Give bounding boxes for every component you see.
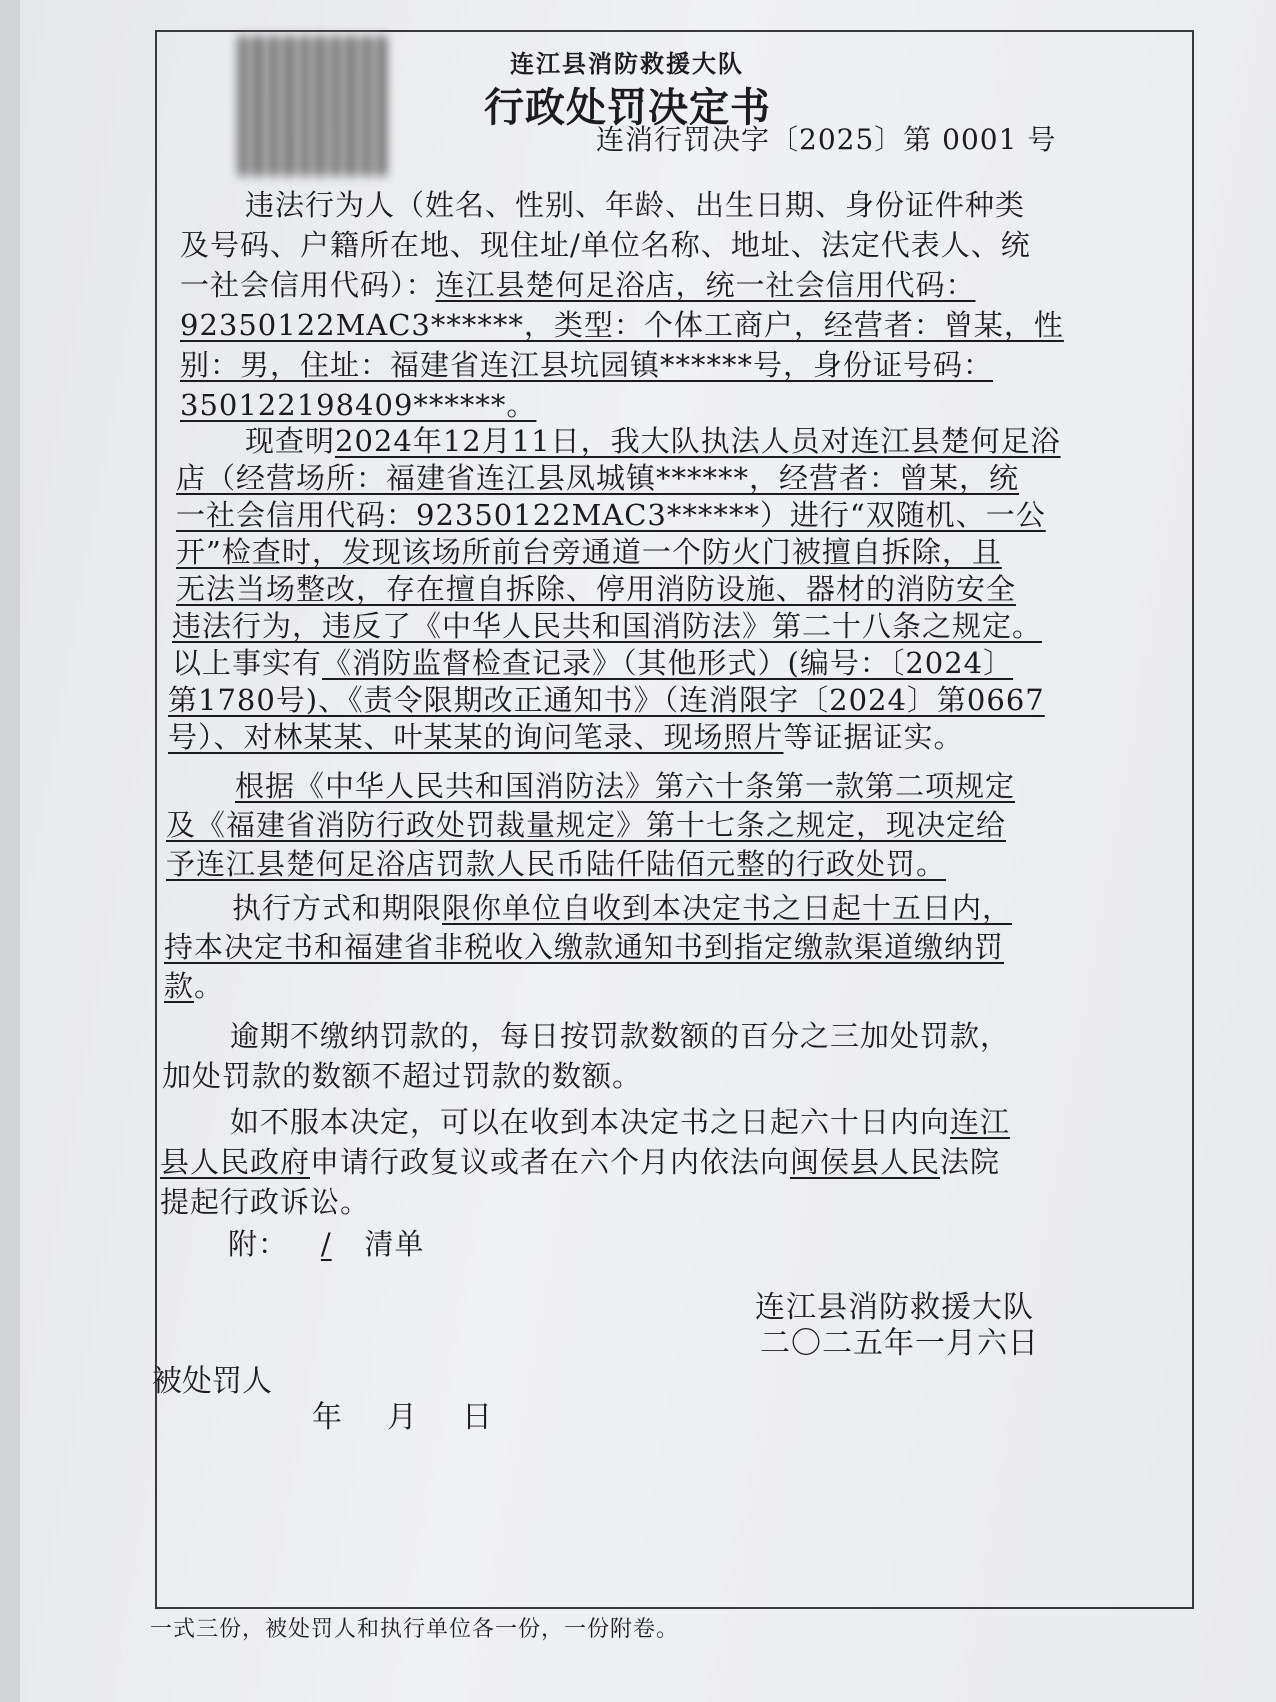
p3-line-3: 予连江县楚何足浴店罚款人民币陆仟陆佰元整的行政处罚。 xyxy=(166,847,947,881)
p2-line-3: 一社会信用代码：92350122MAC3******）进行“双随机、一公 xyxy=(176,498,1046,532)
signature-org: 连江县消防救援大队 xyxy=(755,1290,1034,1325)
p1-line-3: 一社会信用代码）：连江县楚何足浴店，统一社会信用代码： xyxy=(180,268,976,302)
p2-line-5: 无法当场整改，存在擅自拆除、停用消防设施、器材的消防安全 xyxy=(176,572,1017,606)
document-title: 行政处罚决定书 xyxy=(484,84,771,131)
p1-line-4: 92350122MAC3******，类型：个体工商户，经营者：曾某，性 xyxy=(180,308,1064,342)
p1-line-2: 及号码、户籍所在地、现住址/单位名称、地址、法定代表人、统 xyxy=(180,228,1031,262)
p2-line-2: 店（经营场所：福建省连江县凤城镇******，经营者：曾某，统 xyxy=(176,461,1020,495)
p5-line-1: 逾期不缴纳罚款的，每日按罚款数额的百分之三加处罚款， xyxy=(230,1019,1011,1053)
p6-line-1: 如不服本决定，可以在收到本决定书之日起六十日内向连江 xyxy=(230,1105,1011,1139)
p2-line-8: 第1780号)、《责令限期改正通知书》（连消限字〔2024〕第0667 xyxy=(168,683,1045,717)
p6-line-3: 提起行政诉讼。 xyxy=(160,1185,371,1219)
p2-line-1: 现查明2024年12月11日，我大队执法人员对连江县楚何足浴 xyxy=(245,424,1061,458)
p4-line-1: 执行方式和期限限你单位自收到本决定书之日起十五日内， xyxy=(232,891,1013,925)
penalized-label: 被处罚人 xyxy=(152,1364,272,1399)
p2-line-4: 开”检查时，发现该场所前台旁通道一个防火门被擅自拆除，且 xyxy=(176,535,1002,569)
p1-line-1: 违法行为人（姓名、性别、年龄、出生日期、身份证件种类 xyxy=(245,188,1026,222)
p2-line-9: 号）、对林某某、叶某某的询问笔录、现场照片等证据证实。 xyxy=(168,720,964,754)
issuing-org: 连江县消防救援大队 xyxy=(510,49,744,78)
signature-date: 二〇二五年一月六日 xyxy=(760,1326,1039,1361)
footer-note: 一式三份，被处罚人和执行单位各一份，一份附卷。 xyxy=(150,1617,680,1642)
p4-line-2: 持本决定书和福建省非税收入缴款通知书到指定缴款渠道缴纳罚 xyxy=(164,930,1005,964)
blurred-qr-code xyxy=(238,36,386,176)
p2-line-6: 违法行为，违反了《中华人民共和国消防法》第二十八条之规定。 xyxy=(172,609,1043,643)
p1-line-6: 350122198409******。 xyxy=(180,388,537,422)
p1-line-5: 别：男，住址：福建省连江县坑园镇******号，身份证号码： xyxy=(180,348,994,382)
p3-line-2: 及《福建省消防行政处罚裁量规定》第十七条之规定，现决定给 xyxy=(166,808,1007,842)
p6-line-2: 县人民政府申请行政复议或者在六个月内依法向闽侯县人民法院 xyxy=(160,1145,1001,1179)
p3-line-1: 根据《中华人民共和国消防法》第六十条第一款第二项规定 xyxy=(235,769,1016,803)
p4-line-3: 款。 xyxy=(164,969,225,1003)
attachment-value: / xyxy=(320,1227,332,1261)
penalized-date: 年 月 日 xyxy=(312,1400,492,1435)
p2-line-7: 以上事实有《消防监督检查记录》（其他形式）(编号：〔2024〕 xyxy=(172,646,1014,680)
attachment-line: 附： / 清单 xyxy=(228,1227,425,1261)
p5-line-2: 加处罚款的数额不超过罚款的数额。 xyxy=(162,1059,643,1093)
document-number: 连消行罚决字〔2025〕第 0001 号 xyxy=(596,123,1057,156)
